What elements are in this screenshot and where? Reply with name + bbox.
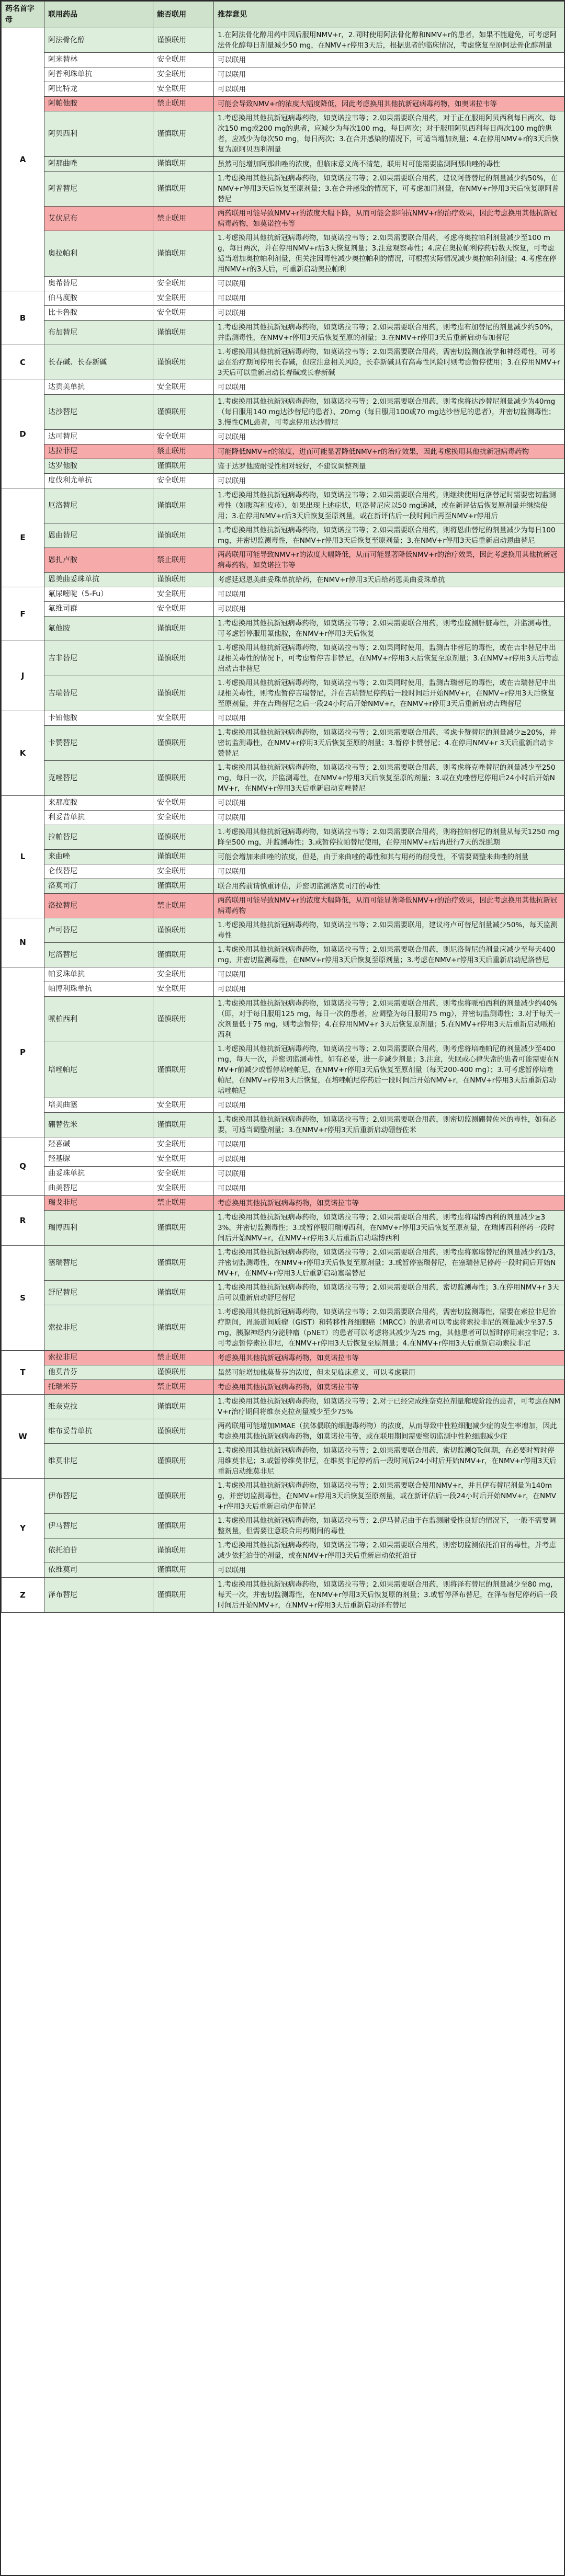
combination-standard-cell: 安全联用: [153, 277, 214, 291]
recommendation-cell: 1.考虑换用其他抗新冠病毒药物，如莫诺拉韦等；2.如果需要联合用药，则考虑将哌柏西利的剂量减少约40%（即，对于每日服用125 mg，每日一次的患者，应调整为每日服用75 mg），并密切监测毒性；3.对于每天一次剂量低于75 mg，则考虑暂停；4.在停用NMV+r 3天后恢复原剂量；5.在NMV+r停用3天后重新启动哌柏西利: [214, 997, 564, 1042]
letter-group-cell: N: [2, 918, 44, 967]
combination-standard-cell: 谨慎联用: [153, 459, 214, 474]
letter-group-cell: T: [2, 1351, 44, 1395]
drug-name-cell: 度伐利尤单抗: [44, 474, 153, 488]
combination-standard-cell: 谨慎联用: [153, 231, 214, 277]
drug-name-cell: 伊马替尼: [44, 1514, 153, 1538]
drug-name-cell: 哌柏西利: [44, 997, 153, 1042]
letter-group-cell: E: [2, 488, 44, 587]
table-row: [2, 345, 564, 380]
recommendation-cell: 1.考虑换用其他抗新冠病毒药物，如莫诺拉韦等；2.如果需要联合用药，对于正在服用阿贝西利每日两次、每次150 mg或200 mg的患者，应减少为每次100 mg，每日两次；对于服用阿贝西利每日两次100 mg的患者，应减少为每次50 mg，每日两次；3.在合并感染的情况下，可适当增加剂量；4.在停用NMV+r的3天后恢复为原阿贝西利剂量: [214, 111, 564, 157]
combination-standard-cell: 谨慎联用: [153, 172, 214, 207]
recommendation-cell: 可以联用: [214, 380, 564, 395]
table-row: [2, 726, 564, 761]
table-row: [2, 982, 564, 997]
letter-group-cell: Y: [2, 1479, 44, 1578]
table-row: [2, 918, 564, 943]
table-row: [2, 1419, 564, 1444]
table-row: [2, 157, 564, 172]
table-row: [2, 548, 564, 573]
recommendation-cell: 1.考虑换用其他抗新冠病毒药物，如莫诺拉韦等；2.伊马替尼由于在监测耐受性良好的情况下，一般不需要调整剂量，但需要注意联合用药期间的毒性: [214, 1514, 564, 1538]
drug-name-cell: 尼洛替尼: [44, 943, 153, 967]
combination-standard-cell: 谨慎联用: [153, 28, 214, 53]
recommendation-cell: 1.考虑换用其他抗新冠病毒药物，如莫诺拉韦等；2.如果需要联合用药，则考虑监测肝脏毒性，并监测毒性，可考虑暂停服用氟他胺，在NMV+r停用3天后恢复: [214, 617, 564, 641]
combination-standard-cell: 谨慎联用: [153, 1514, 214, 1538]
drug-name-cell: 比卡鲁胺: [44, 306, 153, 321]
recommendation-cell: 可以联用: [214, 602, 564, 617]
combination-standard-cell: 谨慎联用: [153, 1305, 214, 1351]
recommendation-cell: 1.考虑换用其他抗新冠病毒药物，如莫诺拉韦等；2.如果需要联合用药，则考虑将塞瑞替尼的剂量减少约1/3，并密切监测毒性，在NMV+r停用3天后恢复至原剂量；3.或暂停塞瑞替尼，在塞瑞替尼停药一段时间后开始NMV+r，在NMV+r停用3天后重新启动塞瑞替尼: [214, 1246, 564, 1281]
drug-name-cell: 达拉菲尼: [44, 444, 153, 459]
recommendation-cell: 可以联用: [214, 277, 564, 291]
recommendation-cell: 可以联用: [214, 67, 564, 82]
table-row: [2, 967, 564, 982]
combination-standard-cell: 谨慎联用: [153, 617, 214, 641]
drug-name-cell: 洛莫司汀: [44, 879, 153, 894]
recommendation-cell: 1.考虑换用其他抗新冠病毒药物，如莫诺拉韦等；2.如果需要联合用药，考虑将奥拉帕利剂量减少至100 mg，每日两次，并在停用NMV+r后3天恢复剂量；3.注意观察毒性；4.应在奥拉帕利停药后数天恢复，可考虑适当增加奥拉帕利剂量，但关注因毒性减少奥拉帕利的情况，可根据实际情况减少奥拉帕利剂量；4.考虑在停用NMV+r的3天后，可重新启动奥拉帕利: [214, 231, 564, 277]
combination-standard-cell: 谨慎联用: [153, 641, 214, 676]
combination-standard-cell: 安全联用: [153, 1098, 214, 1113]
drug-name-cell: 氟尿嘧啶（5-Fu）: [44, 587, 153, 602]
table-row: [2, 28, 564, 53]
drug-name-cell: 依维莫司: [44, 1563, 153, 1578]
combination-standard-cell: 安全联用: [153, 53, 214, 67]
combination-standard-cell: 谨慎联用: [153, 726, 214, 761]
recommendation-cell: 1.考虑换用其他抗新冠病毒药物，如莫诺拉韦等；2.如果需要联用，建议将卢可替尼剂量减少50%，每天监测毒性: [214, 918, 564, 943]
drug-name-cell: 索拉非尼: [44, 1351, 153, 1365]
drug-name-cell: 帕博利珠单抗: [44, 982, 153, 997]
combination-standard-cell: 谨慎联用: [153, 1211, 214, 1246]
recommendation-cell: 可以联用: [214, 474, 564, 488]
table-row: [2, 1042, 564, 1098]
header-drug: 联用药品: [44, 2, 153, 28]
drug-name-cell: 克唑替尼: [44, 761, 153, 796]
combination-standard-cell: 谨慎联用: [153, 850, 214, 864]
combination-standard-cell: 谨慎联用: [153, 1578, 214, 1613]
combination-standard-cell: 谨慎联用: [153, 111, 214, 157]
drug-name-cell: 伯马度胺: [44, 291, 153, 306]
drug-name-cell: 阿普利珠单抗: [44, 67, 153, 82]
drug-name-cell: 吉非替尼: [44, 641, 153, 676]
drug-interaction-table: [1, 1, 564, 1613]
combination-standard-cell: 谨慎联用: [153, 395, 214, 430]
letter-group-cell: D: [2, 380, 44, 488]
table-row: [2, 523, 564, 548]
letter-group-cell: P: [2, 967, 44, 1137]
drug-name-cell: 阿米替林: [44, 53, 153, 67]
recommendation-cell: 可以联用: [214, 711, 564, 726]
drug-name-cell: 维莫非尼: [44, 1444, 153, 1479]
combination-standard-cell: 谨慎联用: [153, 1395, 214, 1419]
combination-standard-cell: 安全联用: [153, 1137, 214, 1152]
drug-name-cell: 艾伏尼布: [44, 207, 153, 231]
combination-standard-cell: 安全联用: [153, 380, 214, 395]
recommendation-cell: 可以联用: [214, 291, 564, 306]
drug-name-cell: 阿比特龙: [44, 82, 153, 97]
recommendation-cell: 考虑换用其他抗新冠病毒药物，如莫诺拉韦等: [214, 1351, 564, 1365]
combination-standard-cell: 禁止联用: [153, 894, 214, 918]
table-row: [2, 1380, 564, 1395]
recommendation-cell: 1.考虑换用其他抗新冠病毒药物，如莫诺拉韦等；2.如果需要联合用药，则考虑将克唑替尼的剂量减少至250 mg，每日一次，并监测毒性，在NMV+r停用3天后恢复至原的剂量；3.或在克唑替尼停用后24小时后开始NMV+r，在NMV+r停用3天后重新启动克唑替尼: [214, 761, 564, 796]
table-row: [2, 291, 564, 306]
drug-name-cell: 泽布替尼: [44, 1578, 153, 1613]
table-row: [2, 1479, 564, 1514]
table-row: [2, 825, 564, 850]
table-row: [2, 1152, 564, 1167]
recommendation-cell: 1.考虑换用其他抗新冠病毒药物，如莫诺拉韦等；2.如果需要联合用药，需密切监测毒性，需要在索拉非尼治疗期间，胃肠道间质瘤（GIST）和转移性肾细胞癌（MRCC）的患者可以考虑将索拉非尼的剂量减少至37.5 mg，胰腺神经内分泌肿瘤（pNET）的患者可以考虑将其减少为25 mg，其他患者可以暂时停用索拉非尼；3.可考虑暂停索拉非尼，在NMV+r停用3天后恢复至原剂量；4.在NMV+r停用3天后重新启动索拉非尼: [214, 1305, 564, 1351]
recommendation-cell: 可以联用: [214, 1098, 564, 1113]
drug-name-cell: 硼替佐米: [44, 1113, 153, 1137]
combination-standard-cell: 谨慎联用: [153, 1563, 214, 1578]
combination-standard-cell: 谨慎联用: [153, 676, 214, 711]
recommendation-cell: 可以联用: [214, 1137, 564, 1152]
combination-standard-cell: 谨慎联用: [153, 573, 214, 587]
drug-name-cell: 奥拉帕利: [44, 231, 153, 277]
combination-standard-cell: 安全联用: [153, 82, 214, 97]
recommendation-cell: 1.考虑换用其他抗新冠病毒药物，如莫诺拉韦等；2.如果需要联合用药，则将拉帕替尼的剂量从每天1250 mg降至500 mg，并监测毒性；3.或暂停拉帕替尼使用，在停用NMV+r后再进行7天的洗脱期: [214, 825, 564, 850]
table-row: [2, 761, 564, 796]
drug-name-cell: 阿普替尼: [44, 172, 153, 207]
recommendation-cell: 可以联用: [214, 430, 564, 444]
combination-standard-cell: 谨慎联用: [153, 345, 214, 380]
drug-name-cell: 培唑帕尼: [44, 1042, 153, 1098]
recommendation-cell: 两药联用可能导致NMV+r的浓度大幅下降，从而可能会影响抗NMV+r的治疗效果，因此考虑换用其他抗新冠病毒药物，如莫诺拉韦等: [214, 207, 564, 231]
recommendation-cell: 可能会导致NMV+r的浓度大幅度降低，因此考虑换用其他抗新冠病毒药物，如奥诺拉韦等: [214, 97, 564, 111]
combination-standard-cell: 谨慎联用: [153, 523, 214, 548]
drug-name-cell: 仑伐替尼: [44, 864, 153, 879]
combination-standard-cell: 禁止联用: [153, 1380, 214, 1395]
recommendation-cell: 1.考虑换用其他抗新冠病毒药物，如莫诺拉韦等；2.对于已经完成维奈克拉剂量爬坡阶段的患者，可考虑在NMV+r治疗期间将维奈克拉剂量减少至少75%: [214, 1395, 564, 1419]
table-row: [2, 306, 564, 321]
table-header-row: [2, 2, 564, 28]
table-row: [2, 82, 564, 97]
drug-name-cell: 卢可替尼: [44, 918, 153, 943]
table-row: [2, 488, 564, 523]
table-row: [2, 1351, 564, 1365]
table-row: [2, 1563, 564, 1578]
combination-standard-cell: 安全联用: [153, 67, 214, 82]
recommendation-cell: 1.考虑换用其他抗新冠病毒药物，如莫诺拉韦等；2.如果需要联合用药，密切监测毒性；3.在停用NMV+r 3天后可以重新启动舒尼替尼: [214, 1281, 564, 1305]
recommendation-cell: 1.考虑换用其他抗新冠病毒药物，如莫诺拉韦等；2.如果需要联合用药，则将恩曲替尼的剂量减少为每日100 mg，并密切监测毒性，在NMV+r停用3天后恢复至原剂量；3.在NMV+r停用3天后重新启动恩曲替尼: [214, 523, 564, 548]
recommendation-cell: 考虑延迟恩美曲妥珠单抗给药，在NMV+r停用3天后给药恩美曲妥珠单抗: [214, 573, 564, 587]
table-row: [2, 1246, 564, 1281]
combination-standard-cell: 谨慎联用: [153, 918, 214, 943]
drug-name-cell: 奥希替尼: [44, 277, 153, 291]
letter-group-cell: L: [2, 796, 44, 918]
letter-group-cell: C: [2, 345, 44, 380]
combination-standard-cell: 安全联用: [153, 602, 214, 617]
drug-name-cell: 维布妥昔单抗: [44, 1419, 153, 1444]
recommendation-cell: 可以联用: [214, 864, 564, 879]
combination-standard-cell: 禁止联用: [153, 1196, 214, 1211]
combination-standard-cell: 谨慎联用: [153, 157, 214, 172]
table-row: [2, 811, 564, 825]
recommendation-cell: 1.考虑换用其他抗新冠病毒药物，如莫诺拉韦等；2.如果需要联合用药，则尼洛替尼的剂量应减少至每天400 mg，并密切监测毒性，在NMV+r停用3天后恢复至原剂量；3.考虑在NMV+r停用3天后重新启动尼洛替尼: [214, 943, 564, 967]
drug-name-cell: 达罗他胺: [44, 459, 153, 474]
letter-group-cell: B: [2, 291, 44, 345]
table-row: [2, 459, 564, 474]
drug-name-cell: 曲美替尼: [44, 1181, 153, 1196]
drug-name-cell: 羟基脲: [44, 1152, 153, 1167]
drug-name-cell: 卡赞替尼: [44, 726, 153, 761]
combination-standard-cell: 谨慎联用: [153, 1419, 214, 1444]
drug-name-cell: 阿贝西利: [44, 111, 153, 157]
drug-name-cell: 帕妥珠单抗: [44, 967, 153, 982]
table-row: [2, 1538, 564, 1563]
header-standard: 能否联用: [153, 2, 214, 28]
combination-standard-cell: 谨慎联用: [153, 879, 214, 894]
table-row: [2, 879, 564, 894]
table-row: [2, 1137, 564, 1152]
drug-name-cell: 塞瑞替尼: [44, 1246, 153, 1281]
table-row: [2, 1305, 564, 1351]
drug-name-cell: 瑞戈非尼: [44, 1196, 153, 1211]
table-row: [2, 1444, 564, 1479]
table-row: [2, 617, 564, 641]
letter-group-cell: R: [2, 1196, 44, 1246]
drug-name-cell: 培美曲塞: [44, 1098, 153, 1113]
combination-standard-cell: 谨慎联用: [153, 1281, 214, 1305]
recommendation-cell: 可以联用: [214, 811, 564, 825]
combination-standard-cell: 谨慎联用: [153, 761, 214, 796]
drug-name-cell: 羟喜碱: [44, 1137, 153, 1152]
table-row: [2, 207, 564, 231]
combination-standard-cell: 禁止联用: [153, 1351, 214, 1365]
table-row: [2, 1098, 564, 1113]
combination-standard-cell: 安全联用: [153, 474, 214, 488]
drug-name-cell: 达贡美单抗: [44, 380, 153, 395]
combination-standard-cell: 谨慎联用: [153, 1246, 214, 1281]
drug-name-cell: 吉瑞替尼: [44, 676, 153, 711]
drug-name-cell: 达可替尼: [44, 430, 153, 444]
table-row: [2, 1578, 564, 1613]
combination-standard-cell: 禁止联用: [153, 97, 214, 111]
table-row: [2, 444, 564, 459]
recommendation-cell: 考虑换用其他抗新冠病毒药物，如莫诺拉韦等: [214, 1380, 564, 1395]
table-row: [2, 573, 564, 587]
header-letter: 药名首字母: [2, 2, 44, 28]
combination-standard-cell: 安全联用: [153, 1167, 214, 1181]
combination-standard-cell: 谨慎联用: [153, 1444, 214, 1479]
letter-group-cell: W: [2, 1395, 44, 1479]
recommendation-cell: 1.在阿法骨化醇用药中因后服用NMV+r，2.同时使用阿法骨化醇和NMV+r的患者，如果不能避免，可考虑阿法骨化醇每日剂量减少50 mg，在NMV+r停用3天后，根据患者的临床情况，考虑恢复至原阿法骨化醇剂量: [214, 28, 564, 53]
recommendation-cell: 可以联用: [214, 306, 564, 321]
combination-standard-cell: 谨慎联用: [153, 1538, 214, 1563]
table-row: [2, 1395, 564, 1419]
drug-name-cell: 布加替尼: [44, 321, 153, 345]
recommendation-cell: 1.考虑换用其他抗新冠病毒药物，如莫诺拉韦等；2.如果需要联合用药，则将泽布替尼的剂量减少至80 mg，每天一次，并密切监测毒性，在NMV+r停用3天后恢复原的剂量；3.或暂停泽布替尼，在泽布替尼停药后一段时间后开始NMV+r，在NMV+r停用3天后重新启动泽布替尼: [214, 1578, 564, 1613]
table-row: [2, 474, 564, 488]
combination-standard-cell: 安全联用: [153, 796, 214, 811]
recommendation-cell: 可以联用: [214, 1152, 564, 1167]
recommendation-cell: 1.考虑换用其他抗新冠病毒药物，如莫诺拉韦等；2.如果需要联合用药，需密切监测血液学和神经毒性，可考虑在治疗期间停用长春碱，但应注意相关风险，长春新碱具有高毒性风险时则考虑暂停使用；3.在停用NMV+r 3天后可以重新启动长春碱或长春新碱: [214, 345, 564, 380]
recommendation-cell: 1.考虑换用其他抗新冠病毒药物，如莫诺拉韦等；2.如果需要联合用药，则密切监测硼替佐米的毒性，如有必要，可适当调整剂量；3.在NMV+r停用3天后重新启动硼替佐米: [214, 1113, 564, 1137]
combination-standard-cell: 谨慎联用: [153, 825, 214, 850]
recommendation-cell: 可能降低NMV+r的浓度，进而可能显著降低NMV+r的治疗效果，因此考虑换用其他抗新冠病毒药物: [214, 444, 564, 459]
combination-standard-cell: 谨慎联用: [153, 1479, 214, 1514]
drug-name-cell: 氟他胺: [44, 617, 153, 641]
recommendation-cell: 可以联用: [214, 587, 564, 602]
table-row: [2, 943, 564, 967]
recommendation-cell: 1.考虑换用其他抗新冠病毒药物，如莫诺拉韦等；2.如果需要联合用药，则考虑将培唑帕尼的剂量减少至400 mg，每天一次，并密切监测毒性，如有必要，进一步减少剂量；3.注意，失眠或心律失常的患者可能需要在NMV+r前减少或暂停培唑帕尼，在NMV+r停用3天后恢复至原剂量（每天200-400 mg）；3.可考虑暂停培唑帕尼，在NMV+r停用3天后恢复，在培唑帕尼停药后一段时间后开始NMV+r，在NMV+r停用3天后重新启动培唑帕尼: [214, 1042, 564, 1098]
table-row: [2, 602, 564, 617]
combination-standard-cell: 安全联用: [153, 711, 214, 726]
table-row: [2, 172, 564, 207]
recommendation-cell: 可能会增加来曲唑的浓度，但是，由于来曲唑的毒性和其与用药的耐受性，不需要调整来曲唑的剂量: [214, 850, 564, 864]
drug-name-cell: 氟维司群: [44, 602, 153, 617]
table-row: [2, 641, 564, 676]
recommendation-cell: 1.考虑换用其他抗新冠病毒药物，如莫诺拉韦等；2.如果需要联合用药，则考虑将瑞博西利的剂量减少≥33%，并密切监测毒性；3.或暂停服用瑞博西利，在NMV+r停用3天后恢复至原剂量，在瑞博西利停药一段时间后开始NMV+r，在NMV+r停用3天后重新启动瑞博西利: [214, 1211, 564, 1246]
table-row: [2, 1167, 564, 1181]
combination-standard-cell: 禁止联用: [153, 207, 214, 231]
drug-name-cell: 恩扎卢胺: [44, 548, 153, 573]
combination-standard-cell: 谨慎联用: [153, 488, 214, 523]
combination-standard-cell: 禁止联用: [153, 444, 214, 459]
recommendation-cell: 1.考虑换用其他抗新冠病毒药物，如莫诺拉韦等；2.如果需要联合用药，则考虑布加替尼的剂量减少约50%，并监测毒性，在NMV+r停用3天后恢复至原的剂量；3.在NMV+r停用3天后重新启动布加替尼: [214, 321, 564, 345]
letter-group-cell: A: [2, 28, 44, 291]
table-row: [2, 1196, 564, 1211]
table-row: [2, 1365, 564, 1380]
recommendation-cell: 两药联用可能导致NMV+r的浓度大幅降低，从而可能显著降低NMV+r的治疗效果，因此考虑换用其他抗新冠病毒药物，如莫诺拉韦等: [214, 548, 564, 573]
combination-standard-cell: 谨慎联用: [153, 997, 214, 1042]
drug-name-cell: 利妥昔单抗: [44, 811, 153, 825]
combination-standard-cell: 安全联用: [153, 430, 214, 444]
drug-name-cell: 舒尼替尼: [44, 1281, 153, 1305]
combination-standard-cell: 谨慎联用: [153, 943, 214, 967]
recommendation-cell: 可以联用: [214, 1563, 564, 1578]
combination-standard-cell: 安全联用: [153, 982, 214, 997]
table-row: [2, 796, 564, 811]
table-row: [2, 1281, 564, 1305]
drug-name-cell: 卡铂他胺: [44, 711, 153, 726]
table-row: [2, 850, 564, 864]
recommendation-cell: 虽然可能增加他莫昔芬的浓度，但未见临床意义，可以考虑联用: [214, 1365, 564, 1380]
table-row: [2, 380, 564, 395]
drug-name-cell: 依托泊苷: [44, 1538, 153, 1563]
table-row: [2, 894, 564, 918]
recommendation-cell: 可以联用: [214, 1181, 564, 1196]
combination-standard-cell: 安全联用: [153, 1152, 214, 1167]
letter-group-cell: K: [2, 711, 44, 796]
table-body: [2, 28, 564, 1613]
drug-name-cell: 维奈克拉: [44, 1395, 153, 1419]
letter-group-cell: Z: [2, 1578, 44, 1613]
drug-name-cell: 阿法骨化醇: [44, 28, 153, 53]
table-row: [2, 676, 564, 711]
recommendation-cell: 考虑换用其他抗新冠病毒药物，如莫诺拉韦等: [214, 1196, 564, 1211]
table-row: [2, 277, 564, 291]
table-row: [2, 1514, 564, 1538]
combination-standard-cell: 谨慎联用: [153, 1365, 214, 1380]
table-row: [2, 864, 564, 879]
table-row: [2, 1181, 564, 1196]
recommendation-cell: 1.考虑换用其他抗新冠病毒药物，如莫诺拉韦等；2.如果需要联合使用NMV+r，并且伊布替尼剂量为140mg，并密切监测毒性，在NMV+r停用3天后恢复至原剂量，或在新评估后一段24小时后开始NMV+r，在NMV+r停用3天后重新启动伊布替尼: [214, 1479, 564, 1514]
recommendation-cell: 可以联用: [214, 1167, 564, 1181]
recommendation-cell: 1.考虑换用其他抗新冠病毒药物，如莫诺拉韦等；2.如果需要联合用药，则密切监测依托泊苷的毒性，并考虑减少依托泊苷的剂量，或在NMV+r停用3天后重新启动依托泊苷: [214, 1538, 564, 1563]
combination-standard-cell: 安全联用: [153, 1181, 214, 1196]
table-row: [2, 997, 564, 1042]
recommendation-cell: 1.考虑换用其他抗新冠病毒药物，如莫诺拉韦等；2.如果同时使用，监测吉非替尼的毒性，或在吉非替尼中出现相关毒性的情况下，可考虑暂停吉非替尼，在NMV+r停用3天后恢复至原剂量；3.在NMV+r停用3天后考虑启动吉非替尼: [214, 641, 564, 676]
combination-standard-cell: 安全联用: [153, 587, 214, 602]
letter-group-cell: S: [2, 1246, 44, 1351]
combination-standard-cell: 安全联用: [153, 306, 214, 321]
recommendation-cell: 两药联用可能导致NMV+r的浓度大幅降低，从而可能显著降低NMV+r的治疗效果，因此考虑换用其他抗新冠病毒药物: [214, 894, 564, 918]
table-row: [2, 53, 564, 67]
letter-group-cell: J: [2, 641, 44, 711]
recommendation-cell: 可以联用: [214, 53, 564, 67]
combination-standard-cell: 安全联用: [153, 811, 214, 825]
drug-name-cell: 恩曲替尼: [44, 523, 153, 548]
recommendation-cell: 可以联用: [214, 82, 564, 97]
recommendation-cell: 可以联用: [214, 982, 564, 997]
combination-standard-cell: 安全联用: [153, 967, 214, 982]
table-row: [2, 321, 564, 345]
letter-group-cell: Q: [2, 1137, 44, 1196]
drug-name-cell: 来曲唑: [44, 850, 153, 864]
recommendation-cell: 1.考虑换用其他抗新冠病毒药物，如莫诺拉韦等；2.如果需要联合用药，考虑卡赞替尼的剂量减少≥20%，并密切监测毒性，在NMV+r停用3天后恢复至原的剂量；3.暂停卡赞替尼；4.在停用NMV+r 3天后重新启动卡赞替尼: [214, 726, 564, 761]
drug-name-cell: 长春碱、长春新碱: [44, 345, 153, 380]
combination-standard-cell: 安全联用: [153, 864, 214, 879]
recommendation-cell: 虽然可能增加阿那曲唑的浓度，但临床意义尚不清楚，联用时可能需要监测阿那曲唑的毒性: [214, 157, 564, 172]
combination-standard-cell: 安全联用: [153, 291, 214, 306]
drug-name-cell: 瑞博西利: [44, 1211, 153, 1246]
table-row: [2, 1211, 564, 1246]
recommendation-cell: 可以联用: [214, 796, 564, 811]
combination-standard-cell: 禁止联用: [153, 548, 214, 573]
table-row: [2, 111, 564, 157]
recommendation-cell: 1.考虑换用其他抗新冠病毒药物，如莫诺拉韦等；2.如果需要联合用药，则继续使用厄洛替尼时需要密切监测毒性（如腹泻和皮疹），如果出现上述症状，厄洛替尼应以50 mg递减，或在新评估后恢复原剂量并继续使用；3.在停用NMV+r后3天后恢复至原剂量，或在新评估后一段时间后再至NMV+r停用后: [214, 488, 564, 523]
recommendation-cell: 可以联用: [214, 967, 564, 982]
table-row: [2, 711, 564, 726]
drug-name-cell: 厄洛替尼: [44, 488, 153, 523]
table-row: [2, 1113, 564, 1137]
drug-name-cell: 达沙替尼: [44, 395, 153, 430]
header-advice: 推荐意见: [214, 2, 564, 28]
drug-name-cell: 伊布替尼: [44, 1479, 153, 1514]
combination-standard-cell: 谨慎联用: [153, 321, 214, 345]
combination-standard-cell: 谨慎联用: [153, 1113, 214, 1137]
drug-name-cell: 恩美曲妥珠单抗: [44, 573, 153, 587]
recommendation-cell: 鉴于达罗他胺耐受性相对较好，不建议调整剂量: [214, 459, 564, 474]
combination-standard-cell: 谨慎联用: [153, 1042, 214, 1098]
table-row: [2, 395, 564, 430]
letter-group-cell: F: [2, 587, 44, 641]
table-row: [2, 97, 564, 111]
drug-name-cell: 来那度胺: [44, 796, 153, 811]
drug-name-cell: 曲妥珠单抗: [44, 1167, 153, 1181]
drug-name-cell: 阿帕他胺: [44, 97, 153, 111]
recommendation-cell: 联合用药前请慎重评估，并密切监测洛莫司汀的毒性: [214, 879, 564, 894]
drug-name-cell: 拉帕替尼: [44, 825, 153, 850]
recommendation-cell: 1.考虑换用其他抗新冠病毒药物，如莫诺拉韦等；2.如果需要联合用药，则考虑将达沙替尼剂量减少为40mg（每日服用140 mg达沙替尼的患者）、20mg（每日服用100或70 mg达沙替尼的患者），并密切监测毒性；3.慢性CML患者，可考虑停用达沙替尼: [214, 395, 564, 430]
drug-name-cell: 阿那曲唑: [44, 157, 153, 172]
recommendation-cell: 两药联用可能增加MMAE（抗体偶联的细胞毒药物）的浓度，从而导致中性粒细胞减少症的发生率增加，因此考虑换用其他抗新冠病毒药物，如莫诺拉韦等，或在联用期间需要密切监测中性粒细胞减少症: [214, 1419, 564, 1444]
table-row: [2, 67, 564, 82]
drug-name-cell: 他莫昔芬: [44, 1365, 153, 1380]
drug-name-cell: 托瑞米芬: [44, 1380, 153, 1395]
table-row: [2, 231, 564, 277]
recommendation-cell: 1.考虑换用其他抗新冠病毒药物，如莫诺拉韦等；2.如果同时使用，监测吉瑞替尼的毒性，或在吉瑞替尼中出现相关毒性，则考虑暂停吉瑞替尼，并在吉瑞替尼停药后一段时间后开始NMV+r，在NMV+r停用3天后恢复至原剂量，并在吉瑞替尼之后一段24小时后开始NMV+r，在NMV+r停用3天后重新启动吉瑞替尼: [214, 676, 564, 711]
table-row: [2, 430, 564, 444]
drug-name-cell: 洛拉替尼: [44, 894, 153, 918]
drug-name-cell: 索拉非尼: [44, 1305, 153, 1351]
table-row: [2, 587, 564, 602]
recommendation-cell: 1.考虑换用其他抗新冠病毒药物，如莫诺拉韦等；2.如果需要联合用药，建议阿普替尼的剂量减少约50%，在NMV+r停用3天后恢复至原剂量；3.在合并感染的情况下，可考虑加用剂量，在NMV+r停用3天后恢复原阿普替尼: [214, 172, 564, 207]
recommendation-cell: 1.考虑换用其他抗新冠病毒药物，如莫诺拉韦等；2.如果需要联合用药，密切监测QTc间期，在必要时暂时停用维莫非尼；3.或暂停维莫非尼，在维莫非尼停药后一段时间后24小时后开始NMV+r，在NMV+r停用3天后重新启动维莫非尼: [214, 1444, 564, 1479]
